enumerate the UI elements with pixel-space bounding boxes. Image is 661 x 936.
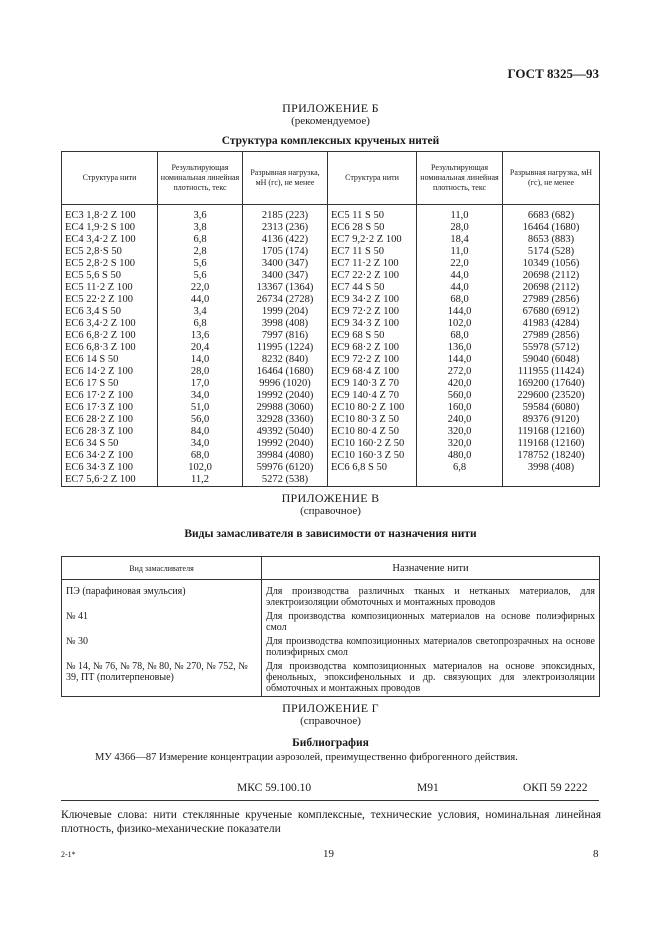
cell-density: 11,2	[158, 474, 243, 487]
cell-load: 8653 (883)	[503, 234, 600, 246]
cell-structure: ЕС9 72·2 Z 100	[328, 306, 417, 318]
divider	[61, 800, 599, 801]
cell-structure: ЕС3 1,8·2 Z 100	[62, 205, 158, 223]
cell-density: 56,0	[158, 414, 243, 426]
cell-load: 10349 (1056)	[503, 258, 600, 270]
cell-density: 44,0	[417, 282, 503, 294]
cell-load: 26734 (2728)	[243, 294, 328, 306]
cell-density: 68,0	[417, 330, 503, 342]
appendix-g-title: ПРИЛОЖЕНИЕ Г	[282, 701, 379, 715]
cell-structure: ЕС6 3,4·2 Z 100	[62, 318, 158, 330]
cell-structure: ЕС6 17·3 Z 100	[62, 402, 158, 414]
cell-density: 20,4	[158, 342, 243, 354]
table-row	[62, 462, 600, 474]
col-header: Результирующая номинальная линейная плотность, текс	[158, 152, 243, 205]
cell-load: 7997 (816)	[243, 330, 328, 342]
cell-density: 5,6	[158, 258, 243, 270]
cell-structure: ЕС6 14·2 Z 100	[62, 366, 158, 378]
cell-load: 29988 (3060)	[243, 402, 328, 414]
cell-load: 32928 (3360)	[243, 414, 328, 426]
table-row	[62, 378, 600, 390]
cell-load: 49392 (5040)	[243, 426, 328, 438]
table-row	[62, 660, 600, 697]
cell-density: 480,0	[417, 450, 503, 462]
col-header: Вид замасливателя	[62, 557, 262, 580]
cell-load: 178752 (18240)	[503, 450, 600, 462]
cell-structure: ЕС9 68·4 Z 100	[328, 366, 417, 378]
cell-load: 13367 (1364)	[243, 282, 328, 294]
cell-density: 11,0	[417, 246, 503, 258]
table-row	[62, 635, 600, 660]
table-row	[62, 580, 600, 611]
cell-density: 102,0	[417, 318, 503, 330]
cell-density: 240,0	[417, 414, 503, 426]
col-header: Назначение нити	[262, 557, 600, 580]
table-row	[62, 438, 600, 450]
cell-load: 16464 (1680)	[243, 366, 328, 378]
cell-load: 1705 (174)	[243, 246, 328, 258]
cell-density: 6,8	[417, 462, 503, 474]
cell-density: 102,0	[158, 462, 243, 474]
cell-density: 272,0	[417, 366, 503, 378]
cell-density: 68,0	[158, 450, 243, 462]
cell-density: 68,0	[417, 294, 503, 306]
cell-load: 3998 (408)	[503, 462, 600, 474]
table-row	[62, 294, 600, 306]
cell-structure: ЕС7 22·2 Z 100	[328, 270, 417, 282]
cell-density: 144,0	[417, 306, 503, 318]
table-row	[62, 258, 600, 270]
cell-load: 20698 (2112)	[503, 282, 600, 294]
cell-density: 14,0	[158, 354, 243, 366]
cell-structure: ЕС9 72·2 Z 100	[328, 354, 417, 366]
cell-load: 169200 (17640)	[503, 378, 600, 390]
cell-purpose: Для производства композиционных материалов на основе полиэфирных смол	[262, 610, 600, 635]
cell-density: 3,6	[158, 205, 243, 223]
cell-load: 39984 (4080)	[243, 450, 328, 462]
table-row	[62, 342, 600, 354]
lubricant-table-title: Виды замасливателя в зависимости от назначения нити	[184, 528, 477, 540]
cell-density: 18,4	[417, 234, 503, 246]
cell-load: 41983 (4284)	[503, 318, 600, 330]
cell-density: 34,0	[158, 390, 243, 402]
cell-structure: ЕС9 68 S 50	[328, 330, 417, 342]
col-header: Структура нити	[328, 152, 417, 205]
cell-load: 89376 (9120)	[503, 414, 600, 426]
cell-load: 59976 (6120)	[243, 462, 328, 474]
col-header: Разрывная нагрузка, мН (гс), не менее	[243, 152, 328, 205]
cell-structure: ЕС9 140·4 Z 70	[328, 390, 417, 402]
cell-load: 59584 (6080)	[503, 402, 600, 414]
table-row	[62, 474, 600, 487]
keywords: Ключевые слова: нити стеклянные крученые комплексные, технические условия, номинальная линейная плотность, физико-механические показатели	[61, 809, 601, 835]
cell-load: 19992 (2040)	[243, 390, 328, 402]
sheet-number: 8	[593, 848, 599, 860]
structure-table	[61, 151, 600, 487]
cell-density: 160,0	[417, 402, 503, 414]
cell-load: 111955 (11424)	[503, 366, 600, 378]
cell-purpose: Для производства композиционных материалов светопрозрачных на основе полиэфирных смол	[262, 635, 600, 660]
cell-load: 67680 (6912)	[503, 306, 600, 318]
appendix-v-subtitle: (справочное)	[300, 505, 361, 517]
cell-density: 84,0	[158, 426, 243, 438]
cell-density: 3,8	[158, 222, 243, 234]
cell-structure: ЕС7 11 S 50	[328, 246, 417, 258]
table-row	[62, 246, 600, 258]
mks-code: МКС 59.100.10	[237, 782, 312, 794]
cell-structure: ЕС6 17·2 Z 100	[62, 390, 158, 402]
cell-density: 136,0	[417, 342, 503, 354]
cell-density: 44,0	[417, 270, 503, 282]
table-row	[62, 306, 600, 318]
cell-load: 27989 (2856)	[503, 294, 600, 306]
cell-load: 119168 (12160)	[503, 426, 600, 438]
cell-purpose: Для производства композиционных материалов на основе эпоксидных, фенольных, эпоксифенольных и др. связующих для электроизоляции обмоточных и монтажных проводов	[262, 660, 600, 697]
cell-load: 55978 (5712)	[503, 342, 600, 354]
table-row	[62, 426, 600, 438]
cell-structure: ЕС6 28·3 Z 100	[62, 426, 158, 438]
cell-density: 6,8	[158, 234, 243, 246]
table-row	[62, 402, 600, 414]
cell-structure: ЕС7 44 S 50	[328, 282, 417, 294]
cell-structure: ЕС6 34 S 50	[62, 438, 158, 450]
cell-structure: ЕС6 34·3 Z 100	[62, 462, 158, 474]
table-row	[62, 270, 600, 282]
cell-load: 20698 (2112)	[503, 270, 600, 282]
cell-load: 119168 (12160)	[503, 438, 600, 450]
bibliography-entry: МУ 4366—87 Измерение концентрации аэрозолей, преимущественно фиброгенного действия.	[95, 752, 518, 763]
cell-structure: ЕС5 22·2 Z 100	[62, 294, 158, 306]
cell-structure: ЕС6 28·2 Z 100	[62, 414, 158, 426]
cell-structure: ЕС10 80·2 Z 100	[328, 402, 417, 414]
cell-load: 4136 (422)	[243, 234, 328, 246]
cell-load: 2313 (236)	[243, 222, 328, 234]
cell-structure: ЕС6 6,8·2 Z 100	[62, 330, 158, 342]
cell-structure: ЕС6 34·2 Z 100	[62, 450, 158, 462]
cell-load: 2185 (223)	[243, 205, 328, 223]
cell-lubricant: ПЭ (парафиновая эмульсия)	[62, 580, 262, 611]
cell-structure: ЕС9 34·3 Z 100	[328, 318, 417, 330]
cell-structure: ЕС5 5,6 S 50	[62, 270, 158, 282]
table-row	[62, 450, 600, 462]
cell-density: 22,0	[158, 282, 243, 294]
cell-load: 3998 (408)	[243, 318, 328, 330]
bibliography-title: Библиография	[292, 737, 369, 749]
cell-load: 11995 (1224)	[243, 342, 328, 354]
table-row	[62, 205, 600, 223]
cell-structure: ЕС7 9,2·2 Z 100	[328, 234, 417, 246]
table-row	[62, 282, 600, 294]
cell-load: 229600 (23520)	[503, 390, 600, 402]
cell-density: 17,0	[158, 378, 243, 390]
table-row	[62, 222, 600, 234]
cell-structure: ЕС10 160·3 Z 50	[328, 450, 417, 462]
m-code: М91	[417, 782, 439, 794]
appendix-b-title: ПРИЛОЖЕНИЕ Б	[282, 101, 379, 115]
cell-structure: ЕС10 160·2 Z 50	[328, 438, 417, 450]
cell-load: 3400 (347)	[243, 270, 328, 282]
cell-structure: ЕС7 11·2 Z 100	[328, 258, 417, 270]
structure-table-body	[62, 205, 600, 487]
table-row	[62, 610, 600, 635]
cell-structure: ЕС9 140·3 Z 70	[328, 378, 417, 390]
cell-density	[417, 474, 503, 487]
table-row	[62, 330, 600, 342]
appendix-v-title: ПРИЛОЖЕНИЕ В	[281, 491, 380, 505]
cell-load: 19992 (2040)	[243, 438, 328, 450]
cell-density: 144,0	[417, 354, 503, 366]
cell-density: 22,0	[417, 258, 503, 270]
cell-density: 28,0	[417, 222, 503, 234]
cell-density: 420,0	[417, 378, 503, 390]
cell-density: 320,0	[417, 438, 503, 450]
cell-structure: ЕС5 11 S 50	[328, 205, 417, 223]
cell-structure: ЕС7 5,6·2 Z 100	[62, 474, 158, 487]
table-row	[62, 390, 600, 402]
structure-table-header	[62, 152, 600, 205]
cell-structure: ЕС9 68·2 Z 100	[328, 342, 417, 354]
cell-structure: ЕС4 3,4·2 Z 100	[62, 234, 158, 246]
cell-load: 5272 (538)	[243, 474, 328, 487]
cell-density: 2,8	[158, 246, 243, 258]
structure-table-title: Структура комплексных крученых нитей	[221, 135, 440, 147]
cell-structure: ЕС5 2,8·2 S 100	[62, 258, 158, 270]
page-number: 19	[323, 848, 334, 860]
cell-structure: ЕС10 80·3 Z 50	[328, 414, 417, 426]
cell-structure: ЕС6 6,8·3 Z 100	[62, 342, 158, 354]
appendix-g-subtitle: (справочное)	[300, 715, 361, 727]
cell-structure	[328, 474, 417, 487]
footer-mark: 2-1*	[61, 850, 76, 859]
cell-load: 8232 (840)	[243, 354, 328, 366]
cell-load: 5174 (528)	[503, 246, 600, 258]
cell-load: 27989 (2856)	[503, 330, 600, 342]
cell-structure: ЕС6 14 S 50	[62, 354, 158, 366]
cell-density: 5,6	[158, 270, 243, 282]
col-header: Результирующая номинальная линейная плотность, текс	[417, 152, 503, 205]
cell-structure: ЕС9 34·2 Z 100	[328, 294, 417, 306]
cell-density: 13,6	[158, 330, 243, 342]
appendix-b-subtitle: (рекомендуемое)	[291, 115, 370, 127]
cell-lubricant: № 14, № 76, № 78, № 80, № 270, № 752, № 39, ПТ (политерпеновые)	[62, 660, 262, 697]
cell-structure: ЕС6 6,8 S 50	[328, 462, 417, 474]
table-row	[62, 354, 600, 366]
lubricant-table-header	[62, 557, 600, 580]
cell-purpose: Для производства различных тканых и нетканых материалов, для электроизоляции обмоточных и монтажных проводов	[262, 580, 600, 611]
cell-structure: ЕС5 2,8·S 50	[62, 246, 158, 258]
cell-structure: ЕС6 28 S 50	[328, 222, 417, 234]
col-header: Структура нити	[62, 152, 158, 205]
cell-load: 3400 (347)	[243, 258, 328, 270]
cell-density: 44,0	[158, 294, 243, 306]
col-header: Разрывная нагрузка, мН (гс), не менее	[503, 152, 600, 205]
cell-structure: ЕС4 1,9·2 S 100	[62, 222, 158, 234]
cell-load: 1999 (204)	[243, 306, 328, 318]
okp-code: ОКП 59 2222	[523, 782, 588, 794]
cell-density: 34,0	[158, 438, 243, 450]
cell-structure: ЕС6 3,4 S 50	[62, 306, 158, 318]
lubricant-table	[61, 556, 600, 697]
cell-lubricant: № 30	[62, 635, 262, 660]
cell-load: 59040 (6048)	[503, 354, 600, 366]
lubricant-table-body	[62, 580, 600, 697]
cell-load: 9996 (1020)	[243, 378, 328, 390]
cell-load: 16464 (1680)	[503, 222, 600, 234]
table-row	[62, 318, 600, 330]
cell-density: 320,0	[417, 426, 503, 438]
cell-lubricant: № 41	[62, 610, 262, 635]
table-row	[62, 414, 600, 426]
cell-structure: ЕС10 80·4 Z 50	[328, 426, 417, 438]
cell-density: 6,8	[158, 318, 243, 330]
cell-load	[503, 474, 600, 487]
document-code: ГОСТ 8325—93	[507, 66, 599, 81]
cell-structure: ЕС6 17 S 50	[62, 378, 158, 390]
cell-load: 6683 (682)	[503, 205, 600, 223]
cell-density: 11,0	[417, 205, 503, 223]
cell-density: 560,0	[417, 390, 503, 402]
table-row	[62, 234, 600, 246]
cell-structure: ЕС5 11·2 Z 100	[62, 282, 158, 294]
table-row	[62, 366, 600, 378]
cell-density: 3,4	[158, 306, 243, 318]
cell-density: 28,0	[158, 366, 243, 378]
cell-density: 51,0	[158, 402, 243, 414]
